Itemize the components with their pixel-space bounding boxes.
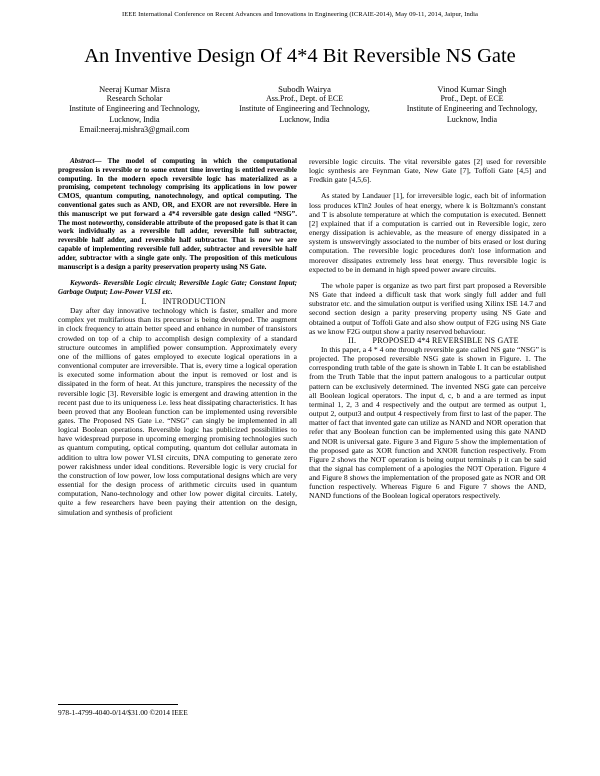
section-1-heading: I. INTRODUCTION [141,296,226,306]
abstract [58,157,297,271]
right-paragraph-1: reversible logic circuits. The vital reversible gates [2] used for reversible logic synthesis are Feynman Gate, New Gate [7], Toffoli Gate [4,5] and Fredkin gate [4,5,6]. [309,157,546,185]
abstract-lead: Abstract— [70,157,102,165]
copyright-footer: 978-1-4799-4040-0/14/$31.00 ©2014 IEEE [58,708,188,717]
author-role: Prof., Dept. of ECE [440,94,504,104]
right-paragraph-3: The whole paper is organize as two part first part proposed a Reversible NS Gate that indeed a difficult task that work singly full adder and full substrator etc. and the simulation output is verified using Xilinx ISE 14.7 and second section design a parity preserving property using NS Gate and obtained a output of Toffoli Gate and also show output of F2G using NS Gate as we know F2G output show a parity reserved behaviour. [309,280,546,336]
author-name: Neeraj Kumar Misra [98,84,171,94]
author-location: Lucknow, India [109,114,160,124]
author-1 [52,84,217,135]
author-role: Research Scholar [106,94,163,104]
author-affiliation: Institute of Engineering and Technology, [239,104,370,114]
section-2-heading: II. PROPOSED 4*4 REVERSIBLE NS GATE [348,335,519,345]
keywords: Keywords- Reversible Logic circuit; Reversible Logic Gate; Constant Input; Garbage Output; Low-Power VLSI etc. [58,279,297,297]
abstract-text: The model of computing in which the computational progression is reversible or to some extent time inverting is entitled reversible computing. In the modern epoch reversible logic has materialized as a promising, competent technology comprising its applications in low power CMOS, quantum computing, nanotechnology, and optical computing. The conventional gates such as AND, OR, and EXOR are not reversible. Here in this manuscript we put forward a 4*4 reversible gate design called “NSG”. The most noteworthy, considerable attribute of the proposed gate is that it can work individually as a reversible full adder, reversible full subtractor, reversible half adder, and reversible half subtractor. That is now we are capable of implementing reversible full adder, subtractor and reversible half adder, subtractor with a single gate only. The proposition of this meticulous manuscript is a design a parity preservation property using NS Gate. [58,157,297,271]
author-3 [392,84,552,135]
author-location: Lucknow, India [446,114,498,124]
right-paragraph-2: As stated by Landauer [1], for irreversible logic, each bit of information loss produces kTln2 Joules of heat energy, where k is Boltzmann's constant and T is absolute temperature at which the computation is executed. Bennett [2] explained that if a computation is carried out in Reversible logic, zero energy dissipation is achievable, as the measure of energy dissipated in a system is unswervingly associated to the number of bits erased or lost during computation. The reversible logic procedures don't lose information and moreover dissipates extremely less heat energy. Thus reversible logic is expected to be in demand in high speed power aware circuits. [309,191,546,274]
author-2 [225,84,385,135]
conference-header: IEEE International Conference on Recent Advances and Innovations in Engineering (ICRAIE-2014), May 09-11, 2014, Jaipur, India [121,11,479,18]
left-column [58,157,297,517]
author-email: Email:neeraj.mishra3@gmail.com [79,124,190,134]
paper-title: An Inventive Design Of 4*4 Bit Reversible NS Gate [84,45,516,67]
author-name: Vinod Kumar Singh [437,84,507,94]
author-block [52,84,552,135]
author-role: Ass.Prof., Dept. of ECE [265,94,344,104]
intro-paragraph: Day after day innovative technology which is faster, smaller and more complex yet multifarious than its precursor is being developed. The augment in clock frequency to attain better speed and enhance in number of transistors crowded on top of a chip to accomplish design complexity of a standard structure outcomes in amplified power consumption. Approximately every one of the millions of gates employed to execute logical operations in a conventional computer are irreversible. That is, every time a logical operation is executed some information about the input is removed or lost and is dissipated in the form of heat. At this juncture, transpires the necessity of the reversible logic [3]. Reversible logic is emergent and drawing attention in the recent past due to its uniqueness i.e. less heat dissipating characteristics. It has been proved that any Boolean function can be implemented using reversible gates. The Proposed NS Gate i.e. “NSG” can singly be implemented in all logical Boolean operations. Reversible logic has publicized possibilities to have widespread purpose in upcoming emerging promising technologies such as quantum computing, optical computing, quantum dot cellular automata in addition to ultra low power VLSI circuits, DNA computing to generate zero power rakishness under ideal conditions. Reversible logic is very crucial for the construction of low power, low loss computational designs which are very essential for the design process of arithmetic circuits used in quantum computation, Nano-technology and other low power digital circuits. Lately, quite a few researchers have been paying their attention on the design, simulation and synthesis of proficient [58,306,297,517]
right-paragraph-4: In this paper, a 4 * 4 one through reversible gate called NS gate “NSG” is projected. The proposed reversible NSG gate is shown in Figure. 1. The corresponding truth table of the gate is shown in Table I. It can be established from the Truth Table that the input pattern analogous to a particular output pattern can be exclusively determined. The invented NSG gate can perceive all Boolean logical operators. The input d, c, b and a are termed as input terminal 1, 2, 3 and 4 respectively and the output are termed as output 1, output 2, output3 and output 4 respectively from first to last of the paper. The matter of fact that invented gate can utilize as NAND and NOR operation that refer that any Boolean function can be implemented using this gate NAND and NOR is universal gate. Figure 3 and Figure 5 show the implementation of the proposed gate as XOR function and XNOR function respectively. From Figure 2 shows the NOT operation is being output terminals p it can be said that the signal has complement of a apologies the NOT Operation. Figure 4 and Figure 8 shows the implementation of the proposed gate as NOR and OR function respectively. Whereas Figure 6 and Figure 7 shows the AND, NAND functions of the Boolean logical operators respectively. [309,344,546,501]
author-location: Lucknow, India [279,114,330,124]
author-affiliation: Institute of Engineering and Technology, [406,104,538,114]
author-affiliation: Institute of Engineering and Technology, [69,104,200,114]
author-name: Subodh Wairya [278,84,331,94]
footer-rule [58,704,178,705]
right-column [309,157,546,501]
